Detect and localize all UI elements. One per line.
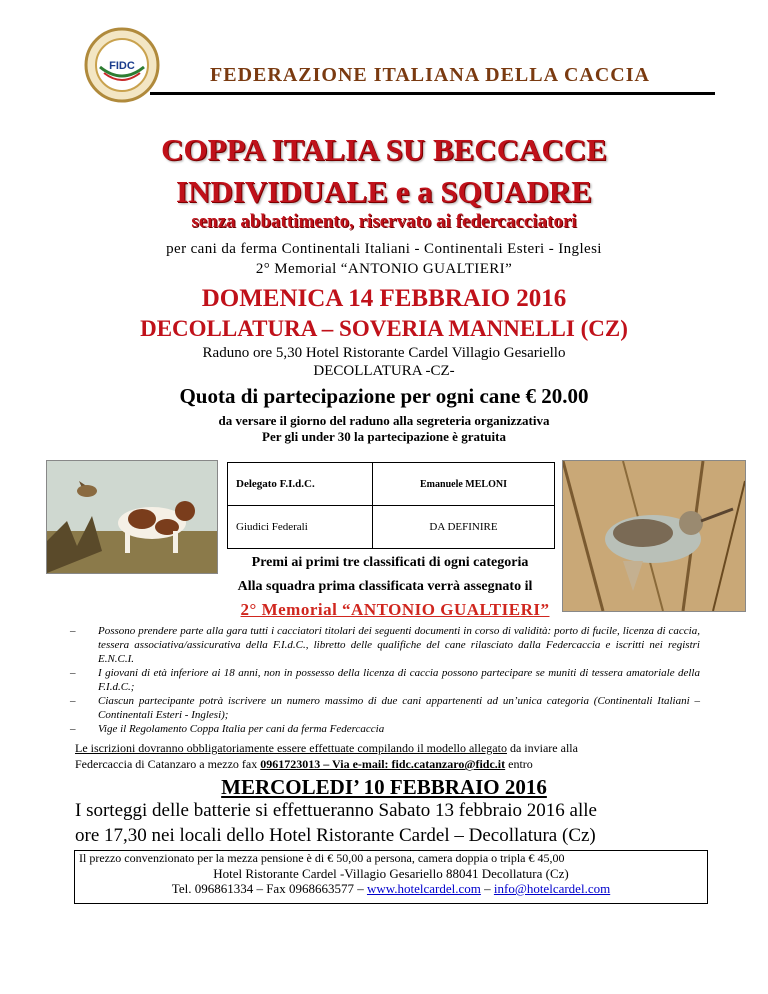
hotel-price: Il prezzo convenzionato per la mezza pensione è di € 50,00 a persona, camera doppia o tripla € 45,00 (79, 851, 565, 865)
hotel-email-link[interactable]: info@hotelcardel.com (493, 881, 611, 896)
registration-note: Le iscrizioni dovranno obbligatoriamente essere effettuate compilando il modello allegato da inviare alla (75, 741, 578, 755)
main-title-2: INDIVIDUALE e a SQUADRE (176, 174, 592, 209)
fidc-logo (84, 27, 160, 103)
logo-text: FIDC (109, 60, 135, 72)
hotel-website-link[interactable]: www.hotelcardel.com (366, 881, 481, 896)
registration-contact-link[interactable]: 0961723013 – Via e-mail: fidc.catanzaro@fidc.it (260, 757, 506, 771)
list-item: – I giovani di età inferiore ai 18 anni, non in possesso della licenza di caccia possono partecipare se muniti di tessera amatoriale della F.I.d.C.; (70, 667, 700, 693)
table-label: Delegato F.I.d.C. (228, 463, 373, 506)
fee-line: Quota di partecipazione per ogni cane € 20.00 (179, 384, 589, 408)
fee-payment-note: da versare il giorno del raduno alla segreteria organizzativa (218, 413, 550, 428)
memorial-trophy: 2° Memorial “ANTONIO GUALTIERI” (240, 600, 550, 619)
table-row (228, 463, 555, 506)
rules-list (70, 624, 700, 736)
list-item: – Vige il Regolamento Coppa Italia per cani da ferma Federcaccia (70, 723, 385, 735)
event-place: DECOLLATURA – SOVERIA MANNELLI (CZ) (140, 316, 628, 341)
memorial-line: 2° Memorial “ANTONIO GUALTIERI” (255, 261, 513, 277)
dog-painting-image (46, 460, 218, 574)
table-value: DA DEFINIRE (373, 506, 555, 549)
table-row (228, 506, 555, 549)
list-item: – Ciascun partecipante potrà iscrivere un numero massimo di due cani appartenenti ad un’unica categoria (Continentali Italiani – Continentali Esteri - Inglesi); (70, 695, 700, 721)
hotel-address: Hotel Ristorante Cardel -Villagio Gesariello 88041 Decollatura (Cz) (213, 866, 569, 881)
dog-categories: per cani da ferma Continentali Italiani - Continentali Esteri - Inglesi (166, 241, 602, 257)
registration-contact: Federcaccia di Catanzaro a mezzo fax 0961723013 – Via e-mail: fidc.catanzaro@fidc.it entro (75, 757, 533, 771)
draw-info-line2: ore 17,30 nei locali dello Hotel Ristorante Cardel – Decollatura (Cz) (75, 825, 596, 846)
table-label: Giudici Federali (228, 506, 373, 549)
subtitle: senza abbattimento, riservato ai federcacciatori (191, 211, 577, 232)
header-divider (150, 92, 715, 95)
main-title: COPPA ITALIA SU BECCACCE (161, 132, 607, 167)
hotel-info-box (74, 850, 708, 904)
under30-note: Per gli under 30 la partecipazione è gratuita (262, 429, 506, 444)
event-date: DOMENICA 14 FEBBRAIO 2016 (201, 285, 567, 312)
draw-info-line1: I sorteggi delle batterie si effettueranno Sabato 13 febbraio 2016 alle (75, 800, 597, 821)
officials-table (227, 462, 555, 549)
registration-deadline: MERCOLEDI’ 10 FEBBRAIO 2016 (221, 775, 547, 799)
table-value: Emanuele MELONI (373, 463, 555, 506)
meeting-info: Raduno ore 5,30 Hotel Ristorante Cardel Villagio Gesariello (202, 345, 566, 361)
team-prize-line: Alla squadra prima classificata verrà assegnato il (237, 579, 533, 594)
meeting-town: DECOLLATURA -CZ- (313, 363, 455, 379)
header-title: FEDERAZIONE ITALIANA DELLA CACCIA (210, 64, 650, 86)
woodcock-painting-image (562, 460, 746, 612)
list-item: – Possono prendere parte alla gara tutti i cacciatori titolari dei seguenti documenti in corso di validità: porto di fucile, licenza di caccia, tessera associativa/assicurativa della F.I.d.C., libretto delle qualifiche del cane rilasciato dalla Federcaccia e iscritti nei registri E.N.C.I. (70, 625, 700, 665)
prizes-line: Premi ai primi tre classificati di ogni categoria (251, 555, 529, 570)
hotel-contacts: Tel. 096861334 – Fax 0968663577 – www.hotelcardel.com – info@hotelcardel.com (171, 881, 611, 896)
